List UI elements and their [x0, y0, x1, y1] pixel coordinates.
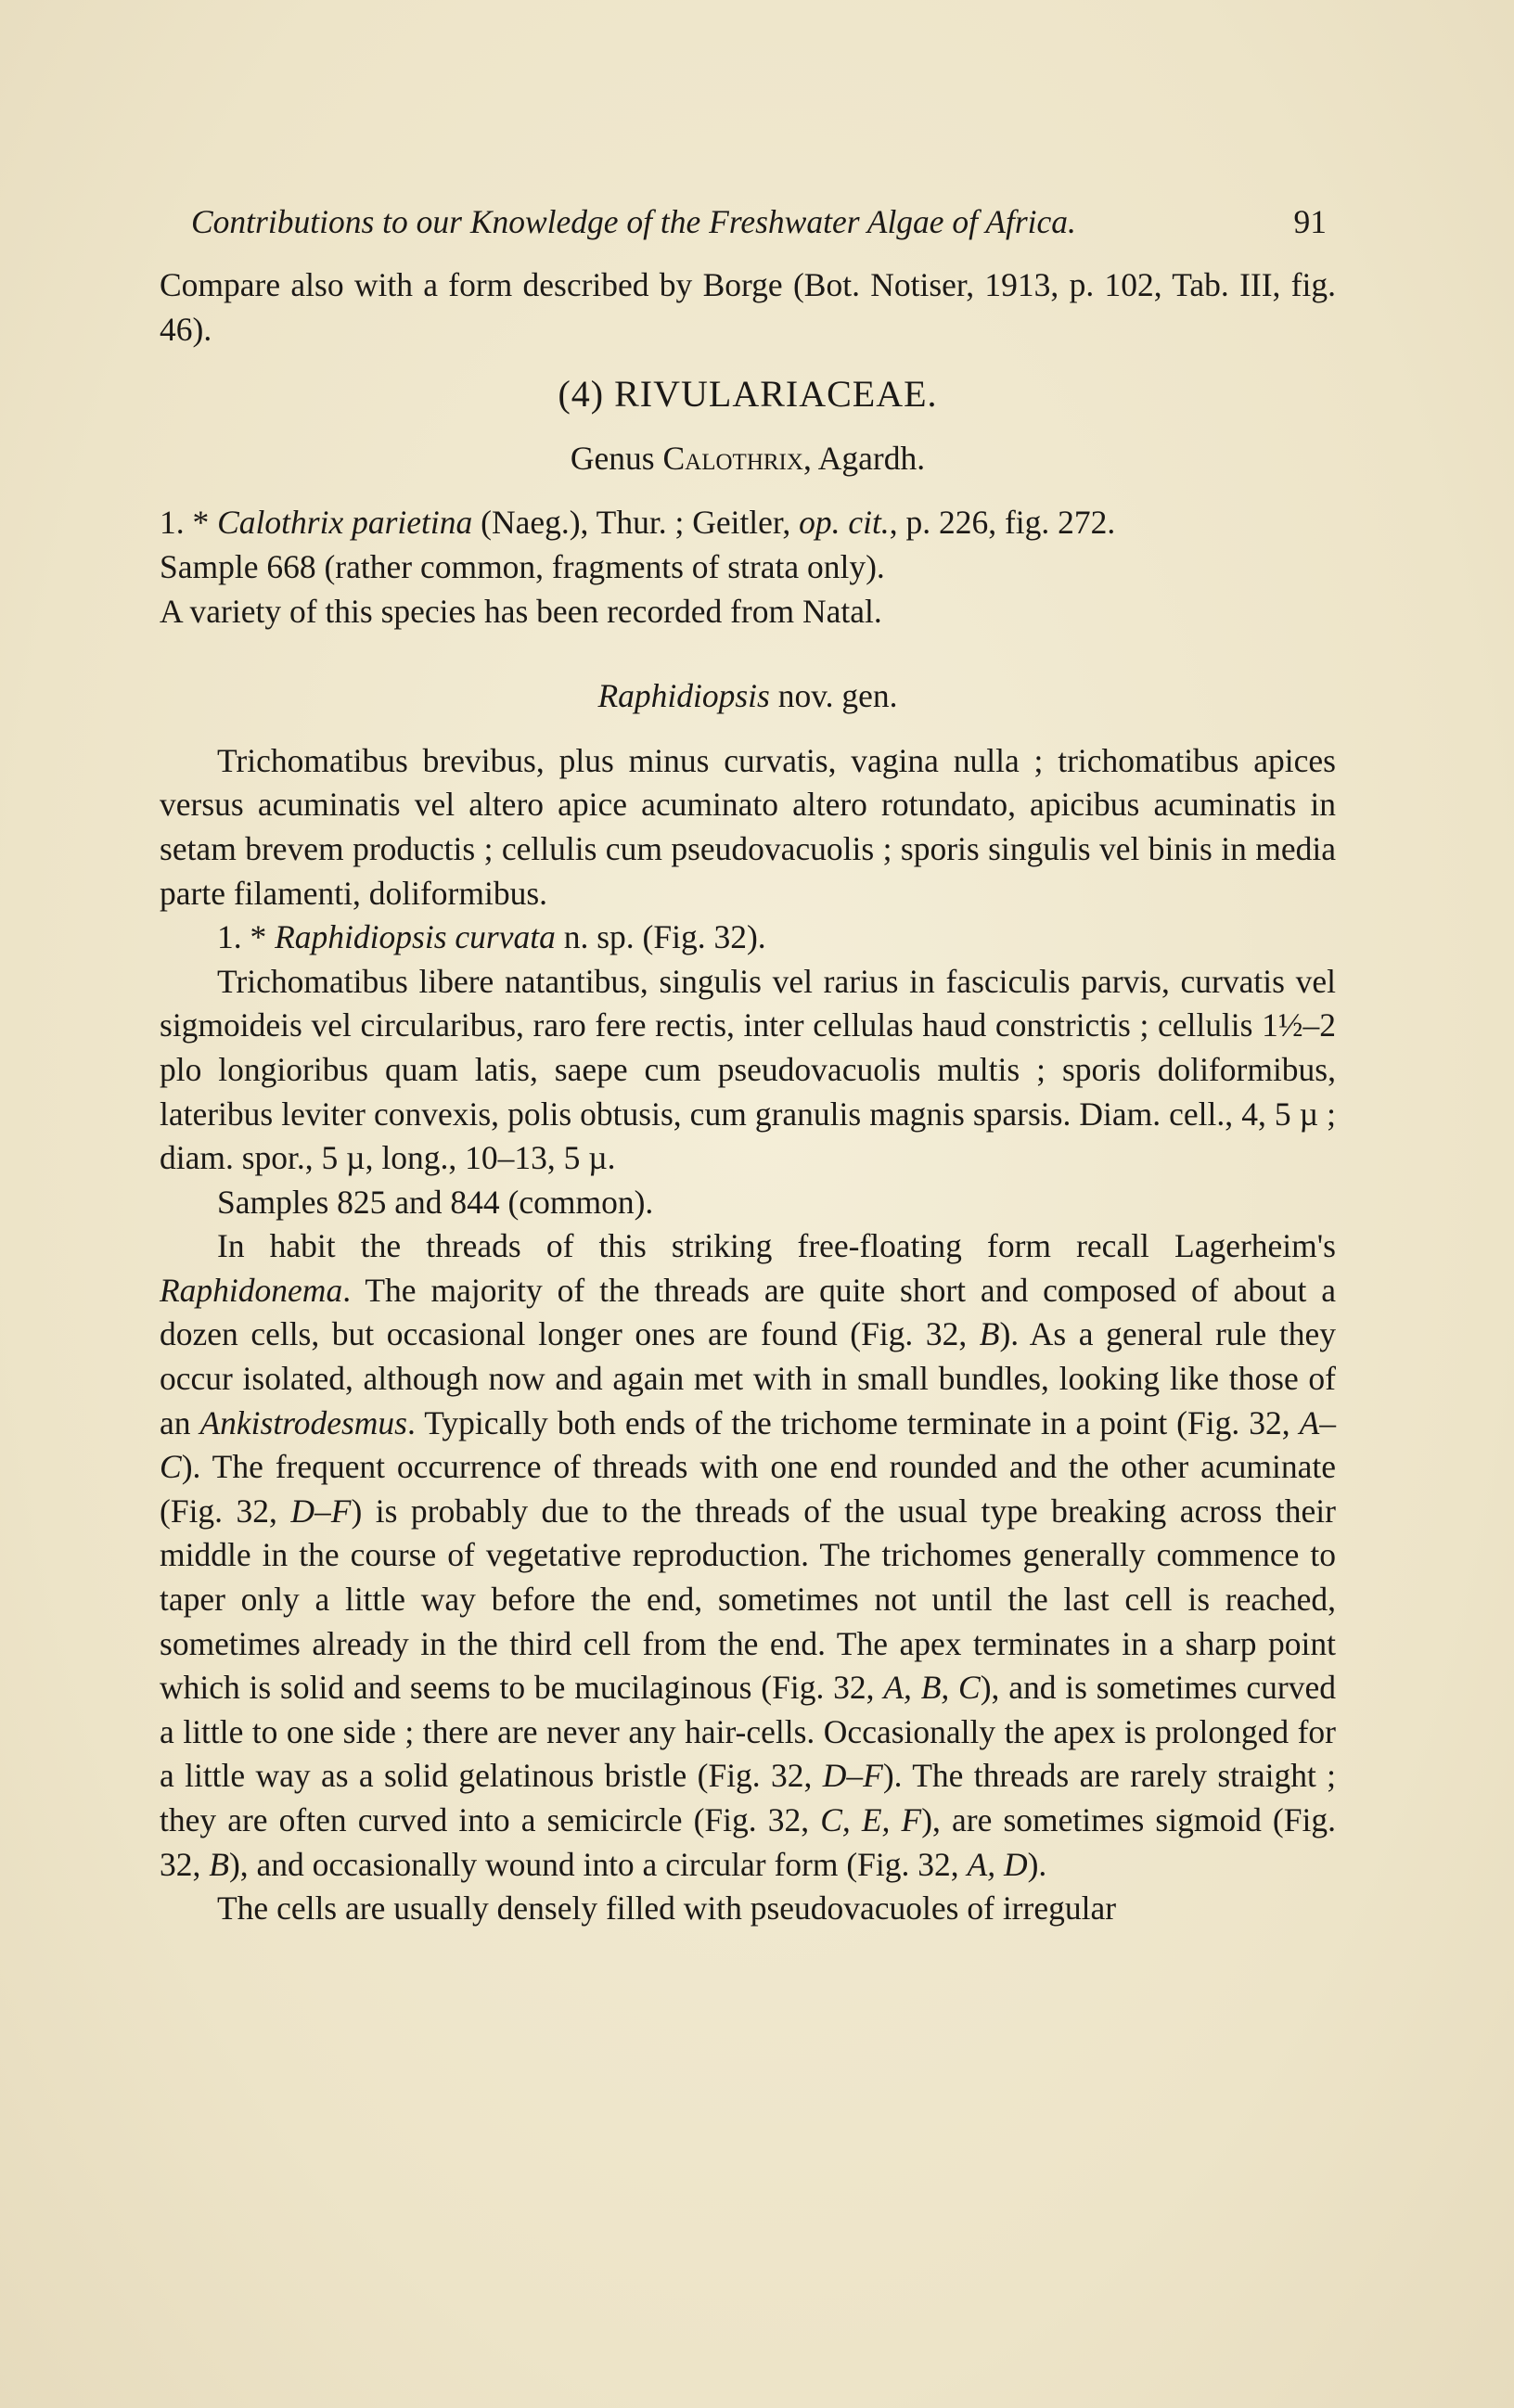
species1-number: 1. * — [160, 504, 218, 542]
species1-name: Calothrix parietina — [217, 504, 473, 542]
running-header — [160, 200, 1336, 252]
new-genus-heading — [160, 674, 1336, 719]
discussion-paragraph — [160, 1224, 1336, 1887]
genus-name: Calothrix — [662, 439, 803, 477]
species1-note: A variety of this species has been recorded from Natal. — [160, 592, 882, 630]
discussion-text: ), and is sometimes curved a little to one side ; there are never any hair-cells. Occasionally the apex is prolonged for a little way as a solid gelatinous bristle (Fig. 32, — [160, 1669, 1336, 1795]
taxon-ankistrodesmus: Ankistrodesmus — [199, 1403, 407, 1441]
species2-samples: Samples 825 and 844 (common). — [217, 1183, 654, 1221]
species2-line — [160, 916, 1336, 960]
genus-heading — [160, 437, 1336, 481]
figure-ref: B — [979, 1315, 1000, 1353]
species-diagnosis: Trichomatibus libere natantibus, singulis vel rarius in fasciculis parvis, curvatis vel sigmoideis vel circularibus, raro fere rectis, inter cellulas haud constrictis ; cellulis 1½–2 plo longioribus quam latis, saepe cum pseudovacuolis multis ; sporis doliformibus, lateribus leviter convexis, polis obtusis, cum granulis magnis sparsis. Diam. cell., 4, 5 µ ; diam. spor., 5 µ, long., 10–13, 5 µ. — [160, 962, 1336, 1177]
discussion-text: ), are sometimes sigmoid (Fig. 32, — [160, 1801, 1336, 1883]
taxon-raphidonema: Raphidonema — [160, 1271, 343, 1309]
genus-diagnosis: Trichomatibus brevibus, plus minus curvatis, vagina nulla ; trichomatibus apices versus acuminatis vel altero apice acuminato altero rotundato, apicibus acuminatis in setam brevem productis ; cellulis cum pseudovacuolis ; sporis singulis vel binis in media parte filamenti, doliformibus. — [160, 741, 1336, 912]
cells-paragraph: The cells are usually densely filled with pseudovacuoles of irregular — [217, 1889, 1117, 1928]
species2-name: Raphidiopsis curvata — [275, 918, 556, 956]
figure-ref: A, D — [967, 1845, 1028, 1883]
page-text — [160, 200, 1336, 1931]
new-genus-suffix: nov. gen. — [769, 677, 898, 715]
new-genus-name: Raphidiopsis — [597, 677, 770, 715]
figure-ref: D–F — [822, 1757, 883, 1795]
discussion-text: . Typically both ends of the trichome terminate in a point (Fig. 32, — [407, 1403, 1300, 1441]
running-title: Contributions to our Knowledge of the Freshwater Algae of Africa. — [191, 203, 1076, 240]
discussion-text: . The majority of the threads are quite short and composed of about a dozen cells, but occasional longer ones are found (Fig. 32, — [160, 1271, 1336, 1353]
figure-ref: A–C — [160, 1403, 1336, 1486]
discussion-text: ). As a general rule they occur isolated, although now and again met with in small bundles, looking like those of an — [160, 1315, 1336, 1441]
species2-number: 1. * — [217, 918, 276, 956]
family-heading: (4) RIVULARIACEAE. — [558, 373, 938, 416]
figure-ref: C, E, F — [820, 1801, 922, 1838]
genus-prefix: Genus — [570, 439, 663, 477]
species1-citation-tail: , p. 226, fig. 272. — [889, 504, 1116, 542]
discussion-text: ) is probably due to the threads of the usual type breaking across their middle in the course of vegetative reproduction. The trichomes generally commence to taper only a little way before the end, sometimes not until the last cell is reached, sometimes already in the third cell from the end. The apex terminates in a sharp point which is solid and seems to be mucilaginous (Fig. 32, — [160, 1492, 1336, 1707]
discussion-text: ). The frequent occurrence of threads with one end rounded and the other acuminate (Fig. 32, — [160, 1448, 1336, 1530]
species1-line — [160, 501, 1336, 545]
species1-sample: Sample 668 (rather common, fragments of strata only). — [160, 547, 885, 585]
discussion-text: ), and occasionally wound into a circular form (Fig. 32, — [228, 1845, 968, 1883]
page-number: 91 — [1293, 203, 1327, 240]
figure-ref: A, B, C — [883, 1669, 981, 1707]
species1-citation: (Naeg.), Thur. ; Geitler, — [472, 504, 800, 542]
genus-authority: , Agardh. — [802, 439, 926, 477]
species2-suffix: n. sp. (Fig. 32). — [555, 918, 766, 956]
intro-paragraph: Compare also with a form described by Borge (Bot. Notiser, 1913, p. 102, Tab. III, fig. 46). — [160, 266, 1336, 348]
figure-ref: B — [209, 1845, 229, 1883]
discussion-text: In habit the threads of this striking free-floating form recall Lagerheim's — [217, 1227, 1336, 1265]
figure-ref: D–F — [290, 1492, 352, 1530]
discussion-text: ). — [1027, 1845, 1047, 1883]
species1-opcit: op. cit. — [799, 504, 890, 542]
discussion-text: ). The threads are rarely straight ; they are often curved into a semicircle (Fig. 32, — [160, 1757, 1337, 1838]
